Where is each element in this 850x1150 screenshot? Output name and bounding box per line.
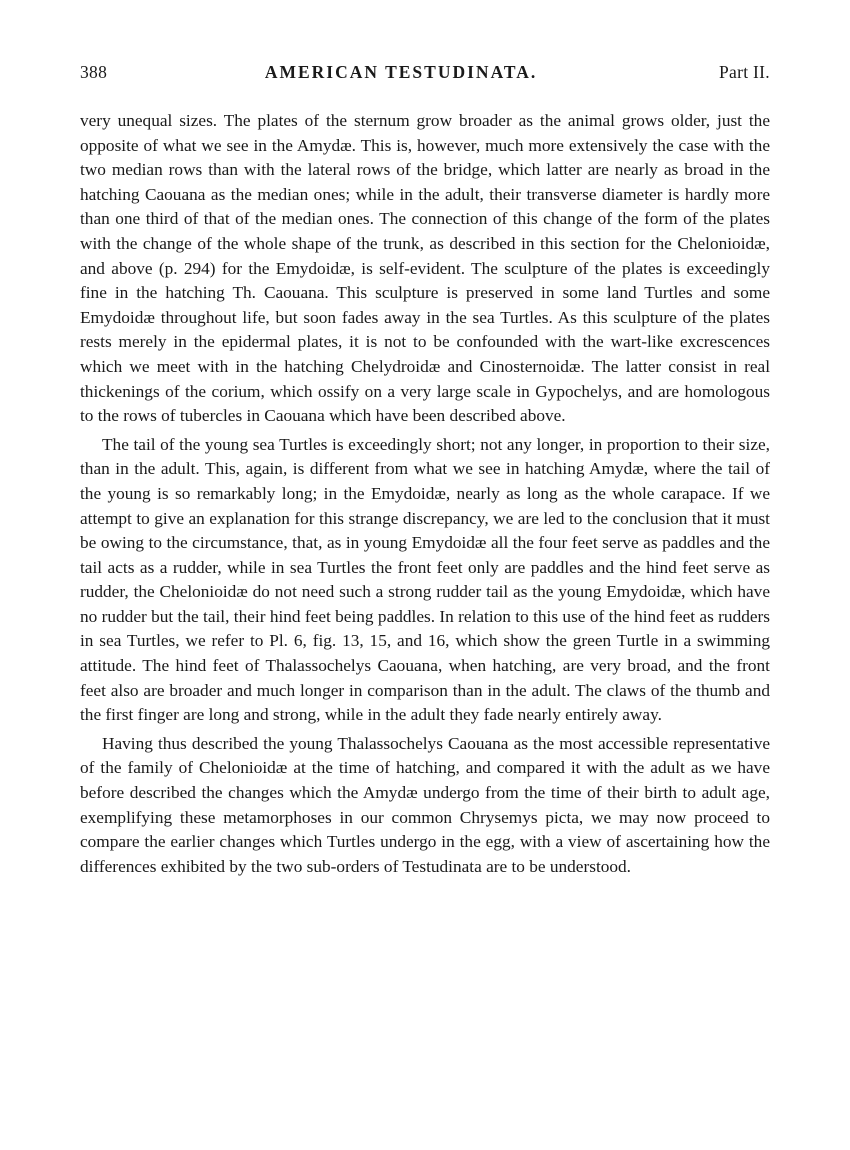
page-number: 388 [80,62,108,82]
paragraph-1: very unequal sizes. The plates of the sternum grow broader as the animal grows older, just the opposite of what we see in the Amydæ. This is, however, much more extensively the case with the two median rows than with the lateral rows of the bridge, which latter are nearly as broad in the hatching Caouana as the median ones; while in the adult, their transverse diameter is hardly more than one third of that of the median ones. The connection of this change of the form of the plates with the change of the whole shape of the trunk, as described in this section for the Chelonioidæ, and above (p. 294) for the Emydoidæ, is self-evident. The sculpture of the plates is exceedingly fine in the hatching Th. Caouana. This sculpture is preserved in some land Turtles and some Emydoidæ throughout life, but soon fades away in the sea Turtles. As this sculpture of the plates rests merely in the epidermal plates, it is not to be confounded with the wart-like excrescences which we meet with in the hatching Chelydroidæ and Cinosternoidæ. The latter consist in real thickenings of the corium, which ossify on a very large scale in Gypochelys, and are homologous to the rows of tubercles in Caouana which have been described above. [80,111,770,426]
body-text [80,109,770,879]
book-page [80,62,770,879]
part-label: Part II. [718,62,770,82]
running-header [80,62,770,83]
paragraph-3: Having thus described the young Thalassochelys Caouana as the most accessible representative of the family of Chelonioidæ at the time of hatching, and compared it with the adult as we have before described the changes which the Amydæ undergo from the time of their birth to adult age, exemplifying these metamorphoses in our common Chrysemys picta, we may now proceed to compare the earlier changes which Turtles undergo in the egg, with a view of ascertaining how the differences exhibited by the two sub-orders of Testudinata are to be understood. [80,733,770,876]
running-title: AMERICAN TESTUDINATA. [264,62,538,82]
paragraph-2: The tail of the young sea Turtles is exceedingly short; not any longer, in proportion to their size, than in the adult. This, again, is different from what we see in hatching Amydæ, where the tail of the young is so remarkably long; in the Emydoidæ, nearly as long as the whole carapace. If we attempt to give an explanation for this strange discrepancy, we are led to the conclusion that it must be owing to the circumstance, that, as in young Emydoidæ all the four feet serve as paddles and the tail acts as a rudder, while in sea Turtles the front feet only are paddles and the hind feet serve as rudder, the Chelonioidæ do not need such a strong rudder tail as the young Emydoidæ, which have no rudder but the tail, their hind feet being paddles. In relation to this use of the hind feet as rudders in sea Turtles, we refer to Pl. 6, fig. 13, 15, and 16, which show the green Turtle in a swimming attitude. The hind feet of Thalassochelys Caouana, when hatching, are very broad, and the front feet also are broader and much longer in comparison than in the adult. The claws of the thumb and the first finger are long and strong, while in the adult they fade nearly entirely away. [80,434,770,725]
